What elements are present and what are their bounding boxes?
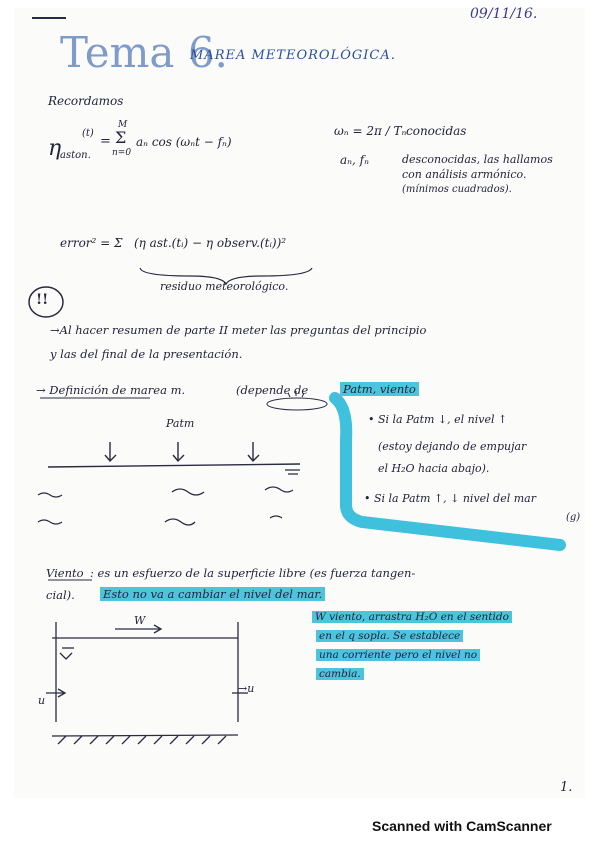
- viento-label: Viento: [46, 566, 84, 580]
- residuo-label: residuo meteorológico.: [160, 280, 289, 293]
- wind-diagram: [46, 622, 248, 744]
- definition-highlight: Patm, viento: [340, 382, 419, 396]
- wind-note-4: cambia.: [316, 668, 364, 680]
- definition-depends: (depende de: [236, 383, 309, 397]
- viento-line-2b: Esto no va a cambiar el nivel del mar.: [100, 587, 325, 601]
- omega-note: conocidas: [406, 124, 467, 138]
- exclaim-marker: !!: [36, 292, 49, 308]
- an-fn-note-2: con análisis armónico.: [402, 168, 527, 181]
- scanner-watermark: Scanned with CamScanner: [372, 818, 552, 834]
- bullet-2-end: (g): [566, 512, 581, 523]
- error-rhs: (η ast.(tᵢ) − η observ.(tᵢ))²: [134, 236, 287, 250]
- sum-upper: M: [118, 120, 128, 130]
- wind-note-2: en el q sopla. Se establece: [316, 630, 463, 642]
- an-fn-note-1: desconocidas, las hallamos: [402, 153, 553, 166]
- bullet-1c: el H₂O hacia abajo).: [378, 462, 490, 475]
- error-lhs: error² = Σ: [60, 236, 123, 250]
- sum-symbol: Σ: [115, 128, 127, 147]
- an-fn-note-3: (mínimos cuadrados).: [402, 184, 512, 195]
- bullet-2: • Si la Patm ↑, ↓ nivel del mar: [364, 492, 536, 505]
- wave-marks: [38, 470, 300, 525]
- definition-heading: → Definición de marea m.: [36, 383, 186, 397]
- page-subtitle: MAREA METEOROLÓGICA.: [190, 48, 396, 63]
- omega-definition: ωₙ = 2π / Tₙ: [334, 124, 407, 138]
- viento-line-1: : es un esfuerzo de la superficie libre (es fuerza tangen-: [90, 566, 416, 580]
- wind-note-1: W viento, arrastra H₂O en el sentido: [312, 611, 512, 623]
- pressure-arrows: [105, 442, 259, 461]
- bullet-1a: • Si la Patm ↓, el nivel ↑: [368, 413, 508, 426]
- eta-equals: =: [100, 134, 111, 149]
- sea-surface-line: [48, 464, 300, 467]
- page-title: Tema 6.: [60, 28, 228, 77]
- eta-symbol: η: [48, 136, 62, 161]
- recall-label: Recordamos: [48, 94, 124, 108]
- eta-rhs: aₙ cos (ωₙt − fₙ): [136, 135, 232, 149]
- note-line-2: y las del final de la presentación.: [50, 347, 243, 361]
- bullet-1b: (estoy dejando de empujar: [378, 440, 527, 453]
- eta-superscript: (t): [82, 128, 94, 139]
- page-date: 09/11/16.: [470, 6, 538, 22]
- eta-subscript: aston.: [60, 150, 91, 161]
- u-left-label: u: [38, 694, 46, 707]
- note-line-1: →Al hacer resumen de parte II meter las preguntas del principio: [50, 323, 427, 337]
- patm-label: Patm: [166, 417, 195, 430]
- sum-lower: n=0: [112, 148, 132, 158]
- an-fn-label: aₙ, fₙ: [340, 153, 369, 167]
- viento-line-2a: cial).: [46, 588, 75, 602]
- page-number: 1.: [560, 780, 573, 795]
- u-right-label: →u: [238, 682, 255, 695]
- wind-label: W: [134, 614, 146, 627]
- wind-note-3: una corriente pero el nivel no: [316, 649, 480, 661]
